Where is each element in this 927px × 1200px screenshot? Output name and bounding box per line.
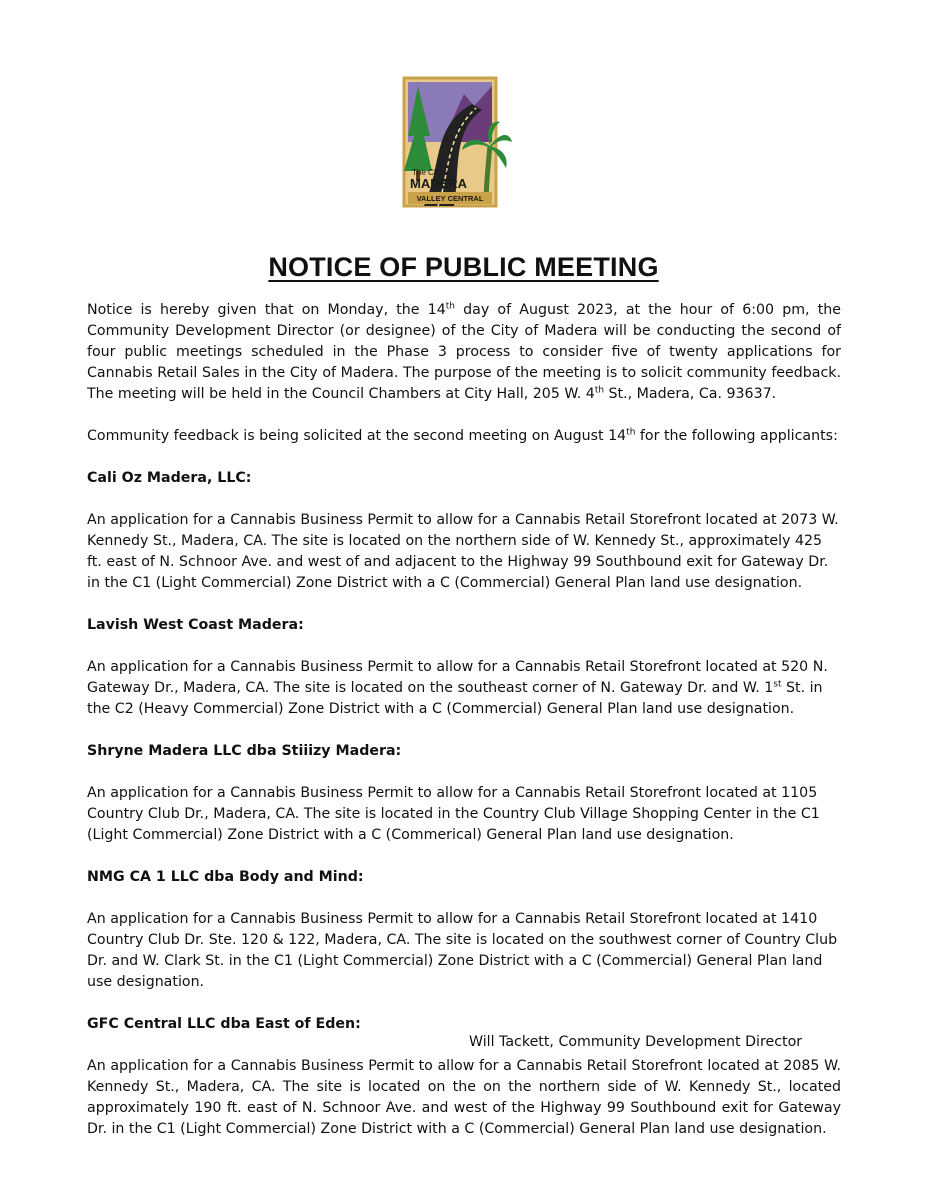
logo-text-line3: VALLEY CENTRAL — [416, 194, 484, 203]
applicant-description: An application for a Cannabis Business Permit to allow for a Cannabis Retail Storefront located at 2085 W. Kennedy St., Madera, CA. The site is located on the on the northern side of W. Kennedy St., located approximately 190 ft. east of N. Schnoor Ave. and west of the Highway 99 Southbound exit for Gateway Dr. in the C1 (Light Commercial) Zone District with a C (Commercial) General Plan land use designation. — [87, 1058, 841, 1137]
applicant-block — [87, 1014, 841, 1140]
page-title: NOTICE OF PUBLIC MEETING — [268, 252, 659, 282]
signature-line: Will Tackett, Community Development Director — [469, 1034, 803, 1050]
city-of-madera-logo — [402, 76, 512, 214]
applicant-description: An application for a Cannabis Business Permit to allow for a Cannabis Retail Storefront located at 520 N. Gateway Dr., Madera, CA. The site is located on the southeast corner of N. Gateway Dr. and W. 1st St. in the C2 (Heavy Commercial) Zone District with a C (Commercial) General Plan land use designation. — [87, 659, 828, 717]
applicant-block — [87, 615, 841, 720]
intro-paragraph: Notice is hereby given that on Monday, the 14th day of August 2023, at the hour of 6:00 pm, the Community Development Director (or designee) of the City of Madera will be conducting the second of four public meetings scheduled in the Phase 3 process to consider five of twenty applications for Cannabis Retail Sales in the City of Madera. The purpose of the meeting is to solicit community feedback. The meeting will be held in the Council Chambers at City Hall, 205 W. 4th St., Madera, Ca. 93637. — [87, 301, 842, 402]
applicant-description: An application for a Cannabis Business Permit to allow for a Cannabis Retail Storefront located at 2073 W. Kennedy St., Madera, CA. The site is located on the northern side of W. Kennedy St., approximately 425 ft. east of N. Schnoor Ave. and west of and adjacent to the Highway 99 Southbound exit for Gateway Dr. in the C1 (Light Commercial) Zone District with a C (Commercial) General Plan land use designation. — [87, 512, 839, 591]
applicant-name: Shryne Madera LLC dba Stiiizy Madera: — [87, 743, 402, 759]
applicant-name: NMG CA 1 LLC dba Body and Mind: — [87, 869, 364, 885]
applicant-description: An application for a Cannabis Business Permit to allow for a Cannabis Retail Storefront located at 1410 Country Club Dr. Ste. 120 & 122, Madera, CA. The site is located on the southwest corner of Country Club Dr. and W. Clark St. in the C1 (Light Commercial) Zone District with a C (Commercial) General Plan land use designation. — [87, 911, 838, 990]
applicant-block — [87, 468, 841, 594]
applicant-description: An application for a Cannabis Business Permit to allow for a Cannabis Retail Storefront located at 1105 Country Club Dr., Madera, CA. The site is located in the Country Club Village Shopping Center in the C1 (Light Commercial) Zone District with a C (Commerical) General Plan land use designation. — [87, 785, 820, 843]
applicant-block — [87, 867, 841, 993]
feedback-paragraph: Community feedback is being solicited at the second meeting on August 14th for the following applicants: — [87, 427, 838, 444]
notice-body — [87, 300, 841, 1161]
applicant-name: Cali Oz Madera, LLC: — [87, 470, 252, 486]
applicant-name: GFC Central LLC dba East of Eden: — [87, 1016, 361, 1032]
applicant-name: Lavish West Coast Madera: — [87, 617, 304, 633]
logo-text-line2: MADERA — [410, 176, 468, 191]
logo-text-line1: The City of — [412, 168, 451, 177]
applicant-block — [87, 741, 841, 846]
